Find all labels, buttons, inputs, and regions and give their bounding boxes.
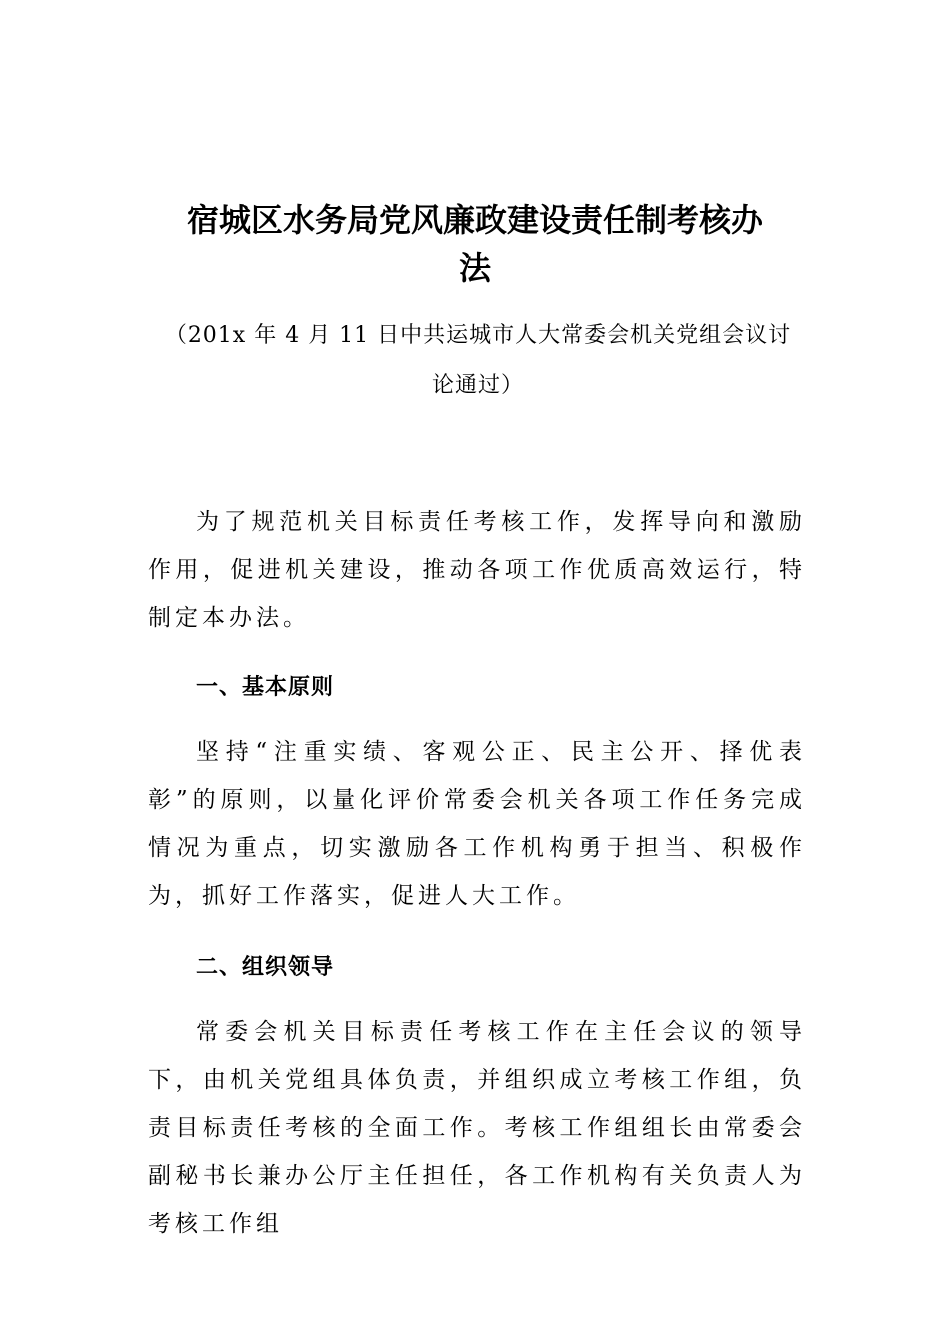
document-subtitle-line-1: （201x 年 4 月 11 日中共运城市人大常委会机关党组会议讨 bbox=[164, 323, 792, 348]
section-body-basic-principles: 坚持“注重实绩、客观公正、民主公开、择优表彰”的原则，以量化评价常委会机关各项工作任务完成情况为重点，切实激励各工作机构勇于担当、积极作为，抓好工作落实，促进人大工作。 bbox=[148, 739, 806, 909]
document-title-line-2: 法 bbox=[458, 249, 491, 287]
document-title-line-1: 宿城区水务局党风廉政建设责任制考核办 bbox=[186, 201, 763, 239]
document-subtitle-line-2: 论通过） bbox=[431, 373, 524, 398]
section-heading-organization-leadership: 二、组织领导 bbox=[196, 955, 335, 980]
section-heading-basic-principles: 一、基本原则 bbox=[196, 675, 335, 700]
intro-paragraph: 为了规范机关目标责任考核工作，发挥导向和激励作用，促进机关建设，推动各项工作优质高效运行，特制定本办法。 bbox=[148, 509, 806, 631]
section-body-organization-leadership: 常委会机关目标责任考核工作在主任会议的领导下，由机关党组具体负责，并组织成立考核工作组，负责目标责任考核的全面工作。考核工作组组长由常委会副秘书长兼办公厅主任担任，各工作机构有关负责人为考核工作组 bbox=[148, 1019, 806, 1237]
